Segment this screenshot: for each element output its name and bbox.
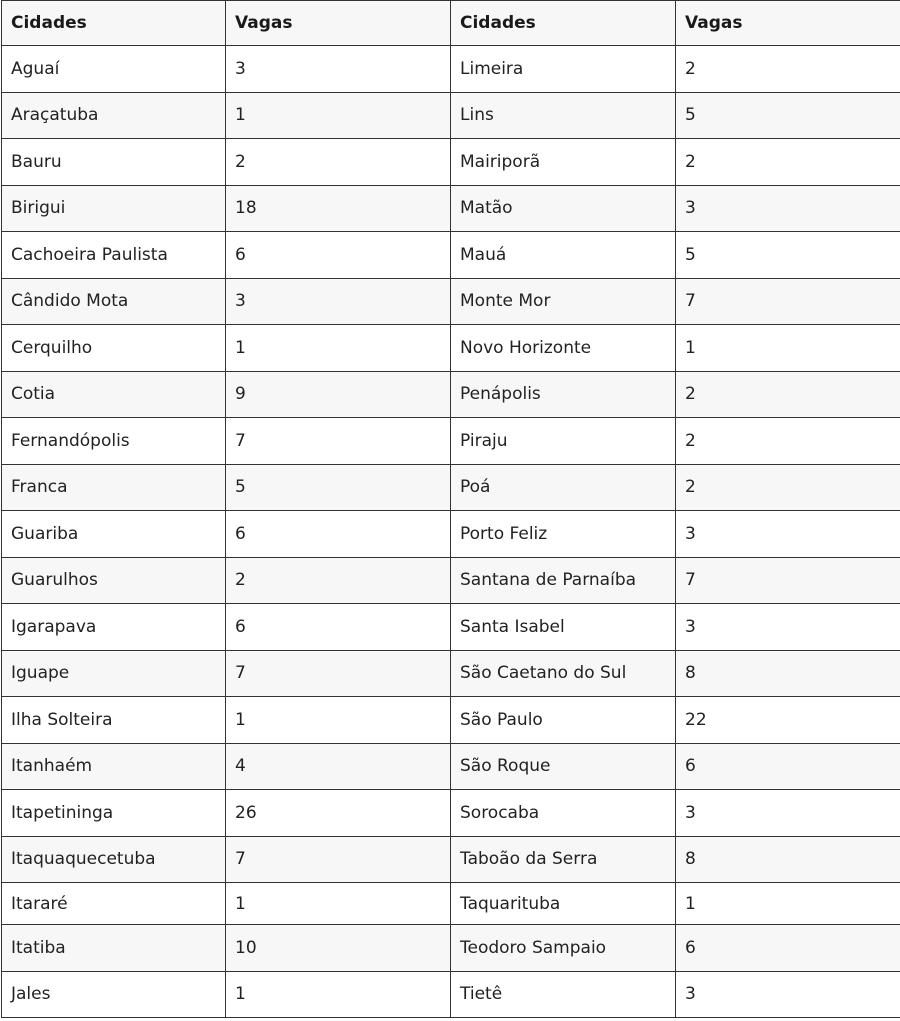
vagas-cell: 8 — [676, 836, 900, 883]
vagas-cell: 22 — [676, 697, 900, 744]
city-cell: Lins — [451, 92, 676, 139]
city-cell: Matão — [451, 185, 676, 232]
vagas-cell: 6 — [676, 925, 900, 972]
table-row — [2, 371, 900, 418]
table-row — [2, 557, 900, 604]
table-row — [2, 418, 900, 465]
table-row — [2, 790, 900, 837]
vagas-cell: 3 — [226, 46, 451, 93]
table-row — [2, 604, 900, 651]
header-vagas-right: Vagas — [676, 1, 900, 46]
table-row — [2, 139, 900, 186]
vagas-cell: 2 — [226, 557, 451, 604]
vagas-cell: 6 — [226, 604, 451, 651]
table-row — [2, 325, 900, 372]
vagas-cell: 6 — [226, 511, 451, 558]
city-cell: Cerquilho — [2, 325, 226, 372]
vagas-cell: 7 — [676, 278, 900, 325]
table-row — [2, 464, 900, 511]
city-cell: Fernandópolis — [2, 418, 226, 465]
city-cell: Guarulhos — [2, 557, 226, 604]
table-row — [2, 925, 900, 972]
table-row — [2, 278, 900, 325]
city-cell: Itaquaquecetuba — [2, 836, 226, 883]
city-cell: Poá — [451, 464, 676, 511]
city-cell: Tietê — [451, 971, 676, 1018]
table-row — [2, 232, 900, 279]
vagas-cell: 9 — [226, 371, 451, 418]
vagas-cell: 1 — [676, 883, 900, 925]
vagas-cell: 2 — [676, 418, 900, 465]
vagas-cell: 6 — [676, 743, 900, 790]
city-cell: Birigui — [2, 185, 226, 232]
header-cidades-right: Cidades — [451, 1, 676, 46]
vagas-cell: 1 — [226, 971, 451, 1018]
vagas-cell: 5 — [676, 92, 900, 139]
city-cell: Mauá — [451, 232, 676, 279]
table-row — [2, 185, 900, 232]
city-cell: Bauru — [2, 139, 226, 186]
vagas-cell: 3 — [676, 971, 900, 1018]
vagas-cell: 7 — [226, 836, 451, 883]
city-cell: Itararé — [2, 883, 226, 925]
table-row — [2, 836, 900, 883]
vagas-cell: 5 — [676, 232, 900, 279]
city-cell: São Caetano do Sul — [451, 650, 676, 697]
city-cell: Cotia — [2, 371, 226, 418]
vagas-cell: 5 — [226, 464, 451, 511]
city-cell: Iguape — [2, 650, 226, 697]
city-cell: Taboão da Serra — [451, 836, 676, 883]
table-row — [2, 46, 900, 93]
city-cell: Sorocaba — [451, 790, 676, 837]
header-cidades-left: Cidades — [2, 1, 226, 46]
city-cell: Novo Horizonte — [451, 325, 676, 372]
city-cell: Franca — [2, 464, 226, 511]
vagas-table — [1, 0, 900, 1018]
city-cell: Ilha Solteira — [2, 697, 226, 744]
city-cell: São Paulo — [451, 697, 676, 744]
city-cell: Cachoeira Paulista — [2, 232, 226, 279]
city-cell: Penápolis — [451, 371, 676, 418]
table-row — [2, 650, 900, 697]
city-cell: Santana de Parnaíba — [451, 557, 676, 604]
city-cell: Igarapava — [2, 604, 226, 651]
table-body — [2, 46, 900, 1018]
table-row — [2, 511, 900, 558]
vagas-cell: 2 — [676, 139, 900, 186]
vagas-cell: 3 — [676, 511, 900, 558]
vagas-cell: 2 — [226, 139, 451, 186]
vagas-cell: 2 — [676, 371, 900, 418]
vagas-cell: 3 — [676, 185, 900, 232]
vagas-cell: 1 — [226, 325, 451, 372]
header-vagas-left: Vagas — [226, 1, 451, 46]
city-cell: Santa Isabel — [451, 604, 676, 651]
vagas-cell: 26 — [226, 790, 451, 837]
city-cell: Cândido Mota — [2, 278, 226, 325]
vagas-cell: 1 — [226, 883, 451, 925]
vagas-cell: 7 — [226, 418, 451, 465]
table-row — [2, 883, 900, 925]
city-cell: Mairiporã — [451, 139, 676, 186]
vagas-cell: 6 — [226, 232, 451, 279]
table-row — [2, 971, 900, 1018]
vagas-cell: 1 — [226, 92, 451, 139]
city-cell: Porto Feliz — [451, 511, 676, 558]
vagas-cell: 2 — [676, 46, 900, 93]
city-cell: Guariba — [2, 511, 226, 558]
city-cell: Araçatuba — [2, 92, 226, 139]
city-cell: Piraju — [451, 418, 676, 465]
city-cell: Teodoro Sampaio — [451, 925, 676, 972]
table-header — [2, 1, 900, 46]
city-cell: Itapetininga — [2, 790, 226, 837]
table-row — [2, 92, 900, 139]
city-cell: Aguaí — [2, 46, 226, 93]
vagas-cell: 4 — [226, 743, 451, 790]
table-row — [2, 697, 900, 744]
vagas-cell: 3 — [226, 278, 451, 325]
city-cell: Monte Mor — [451, 278, 676, 325]
city-cell: Limeira — [451, 46, 676, 93]
header-row — [2, 1, 900, 46]
city-cell: Jales — [2, 971, 226, 1018]
vagas-cell: 10 — [226, 925, 451, 972]
vagas-cell: 3 — [676, 604, 900, 651]
vagas-cell: 8 — [676, 650, 900, 697]
table-row — [2, 743, 900, 790]
city-cell: Itatiba — [2, 925, 226, 972]
vagas-cell: 3 — [676, 790, 900, 837]
vagas-cell: 2 — [676, 464, 900, 511]
vagas-cell: 7 — [676, 557, 900, 604]
vagas-cell: 1 — [676, 325, 900, 372]
vagas-cell: 1 — [226, 697, 451, 744]
vagas-cell: 18 — [226, 185, 451, 232]
city-cell: Itanhaém — [2, 743, 226, 790]
vagas-cell: 7 — [226, 650, 451, 697]
city-cell: São Roque — [451, 743, 676, 790]
city-cell: Taquarituba — [451, 883, 676, 925]
